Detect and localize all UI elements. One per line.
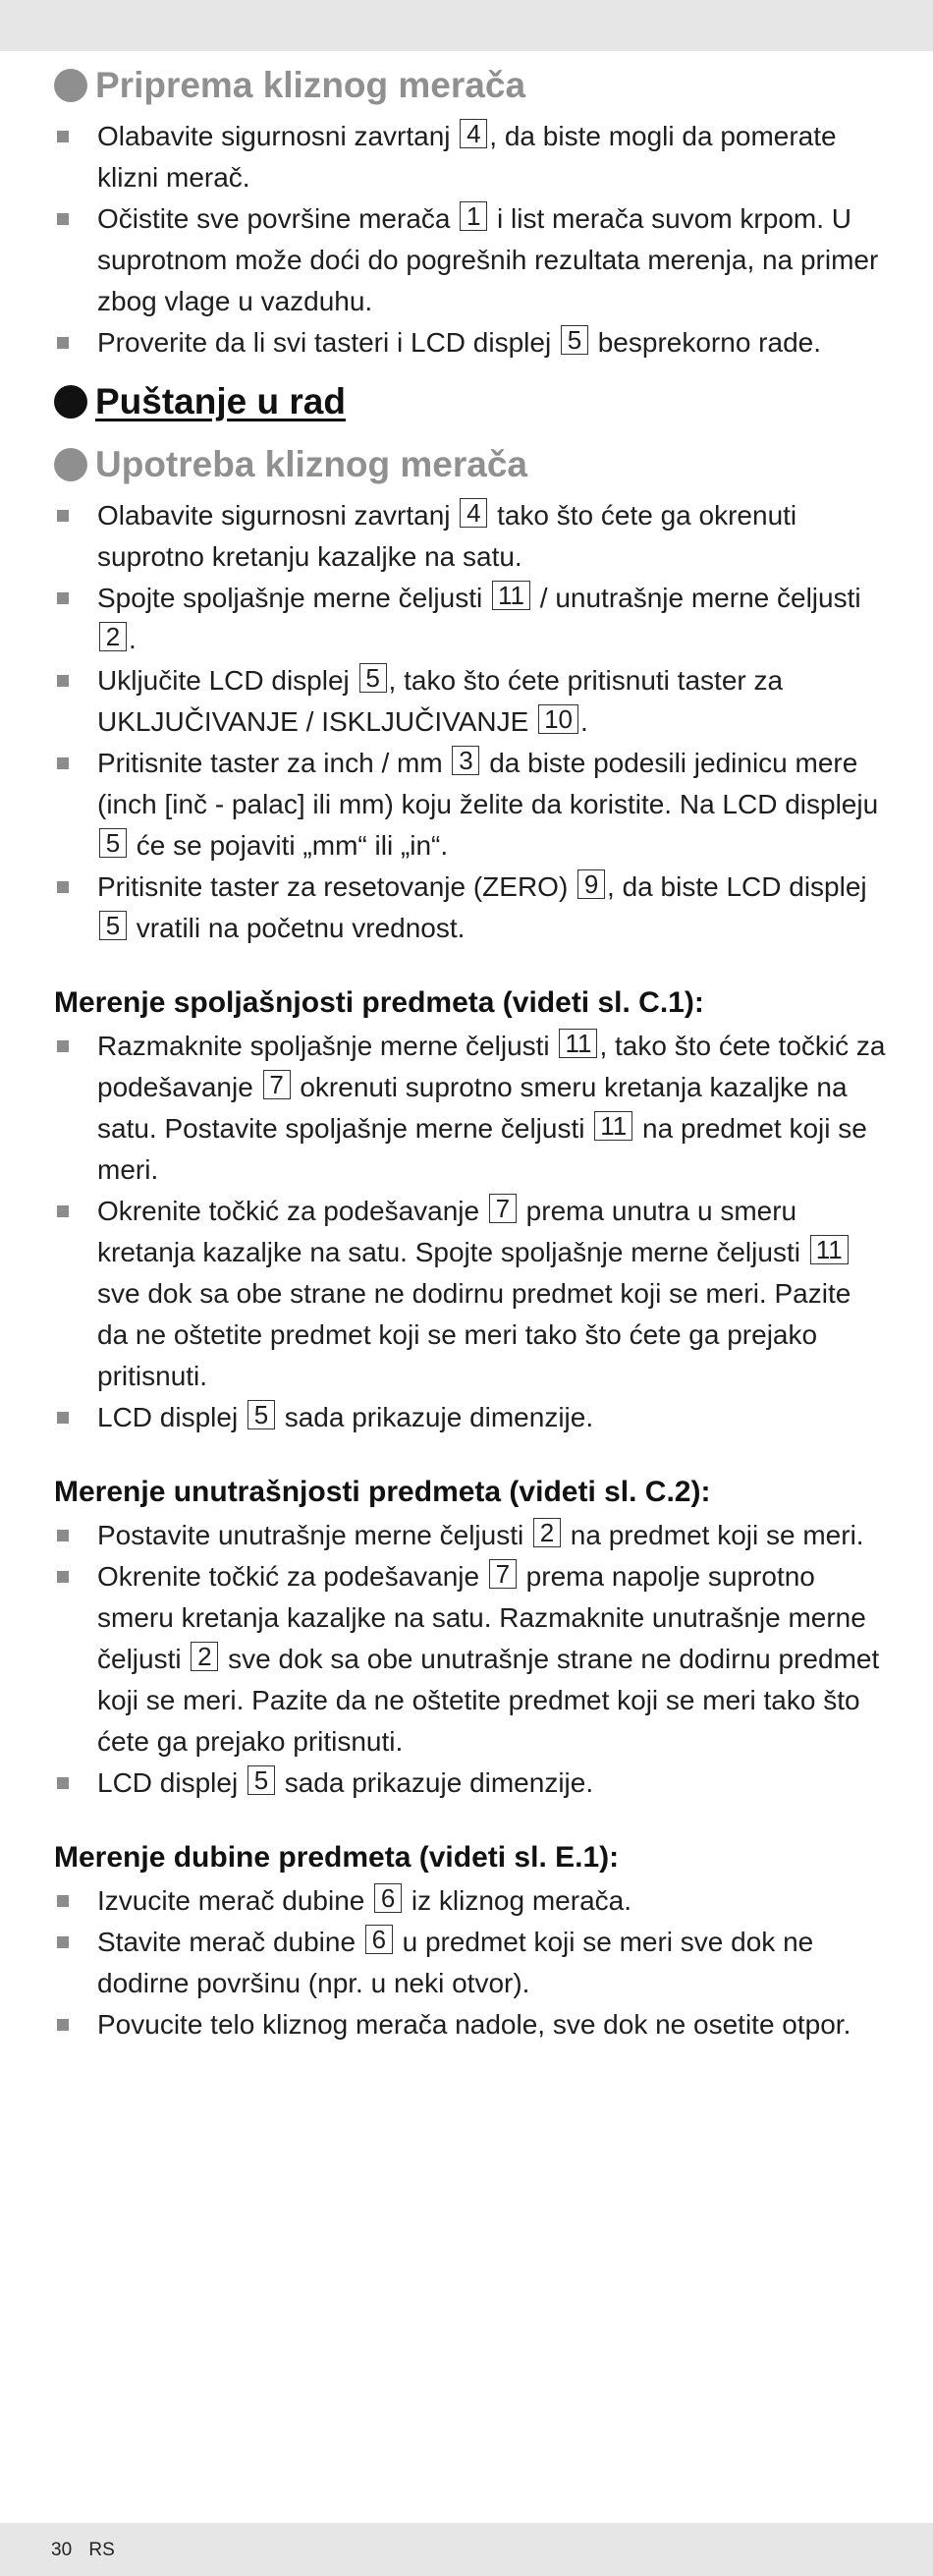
reference-number: 4 — [460, 498, 487, 528]
reference-number: 5 — [99, 828, 127, 858]
language-code: RS — [88, 2540, 115, 2560]
reference-number: 11 — [594, 1111, 632, 1141]
list-item: Pritisnite taster za resetovanje (ZERO) 9 , da biste LCD displej 5 vratili na početnu vrednost. — [54, 867, 889, 949]
heading-upotreba — [54, 440, 889, 489]
reference-number: 6 — [365, 1925, 393, 1954]
list-priprema — [54, 116, 889, 364]
list-item: Postavite unutrašnje merne čeljusti 2 na predmet koji se meri. — [54, 1515, 889, 1556]
reference-number: 2 — [191, 1642, 218, 1671]
reference-number: 5 — [247, 1765, 275, 1795]
heading-text: Puštanje u rad — [95, 381, 346, 421]
heading-pustanje — [54, 377, 889, 426]
list-item: Spojte spoljašnje merne čeljusti 11 / unutrašnje merne čeljusti 2 . — [54, 578, 889, 660]
list-spoljasnjost — [54, 1026, 889, 1438]
bullet-dot-icon — [54, 448, 87, 481]
list-upotreba — [54, 495, 889, 949]
list-item: Izvucite merač dubine 6 iz kliznog merača. — [54, 1880, 889, 1922]
subheading-spoljasnjost: Merenje spoljašnjosti predmeta (videti sl. C.1): — [54, 986, 704, 1019]
page-footer — [51, 2540, 127, 2561]
reference-number: 2 — [99, 622, 127, 651]
list-dubina — [54, 1880, 889, 2045]
subheading-dubina: Merenje dubine predmeta (videti sl. E.1): — [54, 1841, 620, 1874]
list-item: Proverite da li svi tasteri i LCD displej 5 besprekorno rade. — [54, 322, 889, 364]
top-band — [0, 0, 933, 51]
reference-number: 1 — [460, 201, 487, 231]
list-item: LCD displej 5 sada prikazuje dimenzije. — [54, 1763, 889, 1804]
reference-number: 5 — [247, 1400, 275, 1429]
reference-number: 6 — [374, 1883, 402, 1913]
reference-number: 7 — [489, 1559, 517, 1589]
list-item: Razmaknite spoljašnje merne čeljusti 11 , tako što ćete točkić za podešavanje 7 okrenuti suprotno smeru kretanja kazaljke na satu. Postavite spoljašnje merne čeljusti 11 na predmet koji se meri. — [54, 1026, 889, 1191]
reference-number: 7 — [489, 1194, 517, 1223]
list-item: Olabavite sigurnosni zavrtanj 4 , da biste mogli da pomerate klizni merač. — [54, 116, 889, 198]
heading-priprema — [54, 61, 889, 110]
reference-number: 5 — [99, 911, 127, 940]
list-item: LCD displej 5 sada prikazuje dimenzije. — [54, 1397, 889, 1438]
list-item: Pritisnite taster za inch / mm 3 da biste podesili jedinicu mere (inch [inč - palac] ili mm) koju želite da koristite. Na LCD displeju 5 će se pojaviti „mm“ ili „in“. — [54, 743, 889, 867]
list-item: Uključite LCD displej 5 , tako što ćete pritisnuti taster za UKLJUČIVANJE / ISKLJUČIVANJE 10 . — [54, 660, 889, 743]
heading-text: Upotreba kliznog merača — [95, 444, 528, 484]
list-item: Očistite sve površine merača 1 i list merača suvom krpom. U suprotnom može doći do pogrešnih rezultata merenja, na primer zbog vlage u vazduhu. — [54, 198, 889, 322]
reference-number: 4 — [460, 119, 487, 148]
list-item: Stavite merač dubine 6 u predmet koji se meri sve dok ne dodirne površinu (npr. u neki otvor). — [54, 1922, 889, 2004]
reference-number: 2 — [533, 1518, 561, 1547]
heading-text: Priprema kliznog merača — [95, 65, 526, 105]
reference-number: 11 — [810, 1235, 849, 1264]
page-content — [54, 61, 889, 2055]
list-item: Okrenite točkić za podešavanje 7 prema unutra u smeru kretanja kazaljke na satu. Spojte spoljašnje merne čeljusti 11 sve dok sa obe strane ne dodirnu predmet koji se meri. Pazite da ne oštetite predmet koji se meri tako što ćete ga prejako pritisnuti. — [54, 1191, 889, 1397]
reference-number: 7 — [263, 1070, 291, 1099]
bullet-dot-icon — [54, 69, 87, 102]
list-item: Okrenite točkić za podešavanje 7 prema napolje suprotno smeru kretanja kazaljke na satu. Razmaknite unutrašnje merne čeljusti 2 sve dok sa obe unutrašnje strane ne dodirnu predmet koji se meri. Pazite da ne oštetite predmet koji se meri tako što ćete ga prejako pritisnuti. — [54, 1556, 889, 1763]
reference-number: 11 — [492, 581, 530, 610]
footer-band — [0, 2523, 933, 2576]
list-item: Olabavite sigurnosni zavrtanj 4 tako što ćete ga okrenuti suprotno kretanju kazaljke na satu. — [54, 495, 889, 578]
reference-number: 5 — [359, 663, 387, 693]
list-item: Povucite telo kliznog merača nadole, sve dok ne osetite otpor. — [54, 2004, 889, 2045]
subheading-unutrasnjost: Merenje unutrašnjosti predmeta (videti sl. C.2): — [54, 1476, 711, 1508]
reference-number: 5 — [561, 325, 588, 355]
list-unutrasnjost — [54, 1515, 889, 1804]
reference-number: 9 — [577, 869, 605, 899]
reference-number: 3 — [452, 746, 479, 775]
reference-number: 10 — [538, 704, 578, 734]
reference-number: 11 — [559, 1029, 597, 1058]
page-number: 30 — [51, 2540, 73, 2560]
bullet-dot-icon — [54, 385, 87, 419]
